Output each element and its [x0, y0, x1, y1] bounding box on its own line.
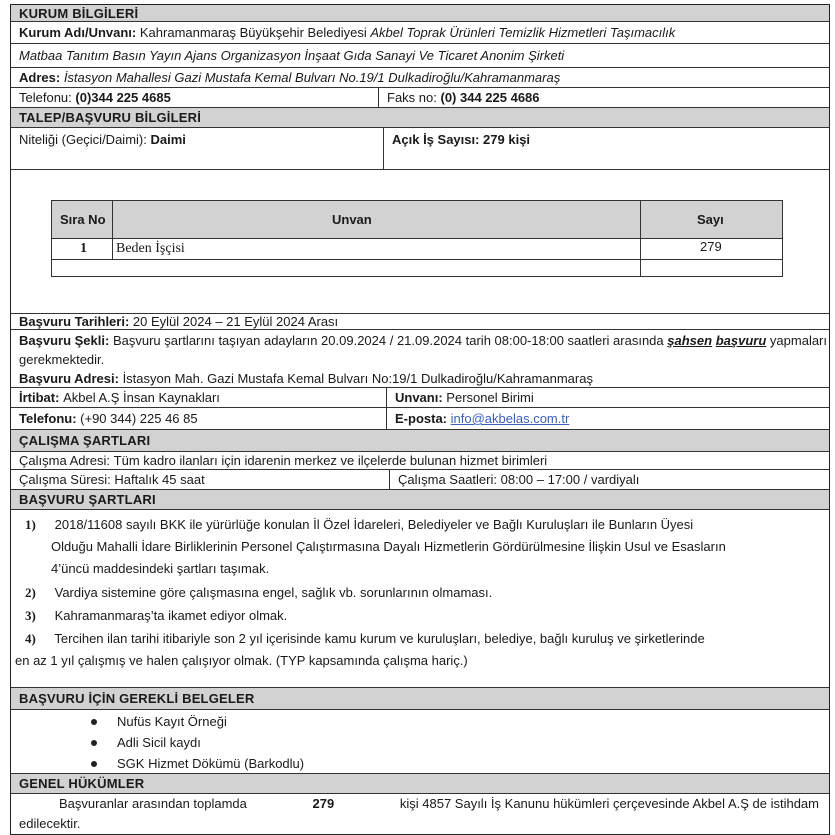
- talep-niteligi-value: Daimi: [150, 132, 186, 147]
- item-text: 4’üncü maddesindeki şartları taşımak.: [51, 561, 270, 576]
- genel-text-a: Başvuranlar arasından toplamda: [59, 796, 247, 811]
- basvuru-irtibat-value: Akbel A.Ş İnsan Kaynakları: [63, 390, 220, 405]
- item-text: Adli Sicil kaydı: [117, 735, 201, 750]
- bullet-icon: [91, 740, 97, 746]
- talep-niteligi-label: Niteliği (Geçici/Daimi):: [19, 132, 147, 147]
- basvuru-adres-row: [11, 370, 829, 388]
- basvuru-telefon-value: (+90 344) 225 46 85: [80, 411, 198, 426]
- belgeler-header: BAŞVURU İÇİN GEREKLİ BELGELER: [19, 691, 255, 706]
- basvuru-irtibat-label: İrtibat:: [19, 390, 60, 405]
- kurum-faks-value: (0) 344 225 4686: [440, 90, 540, 105]
- section-header-genel: [11, 774, 829, 794]
- item-text: Kahramanmaraş’ta ikamet ediyor olmak.: [54, 608, 288, 623]
- kurum-adi-row: [11, 22, 829, 44]
- item-number: 3): [25, 608, 36, 623]
- basvuru-adres-label: Başvuru Adresi:: [19, 371, 119, 386]
- list-item: [15, 628, 819, 672]
- basvuru-telefon-label: Telefonu:: [19, 411, 77, 426]
- kurum-header: KURUM BİLGİLERİ: [19, 5, 139, 21]
- basvuru-unvani-value: Personel Birimi: [446, 390, 534, 405]
- basvuru-unvani-label: Unvanı:: [395, 390, 443, 405]
- kurum-telefon-value: (0)344 225 4685: [75, 90, 171, 105]
- basvuru-adres-value: İstasyon Mah. Gazi Mustafa Kemal Bulvarı No:19/1 Dulkadiroğlu/Kahramanmaraş: [122, 371, 593, 386]
- list-item: [25, 582, 819, 604]
- list-item: [25, 514, 819, 580]
- kurum-adi-line2: [11, 44, 829, 68]
- basvuru-sekli-u1: şahsen: [667, 333, 713, 348]
- talep-acik-cell: [384, 128, 530, 169]
- kurum-adres-value: İstasyon Mahallesi Gazi Mustafa Kemal Bulvarı No.19/1 Dulkadiroğlu/Kahramanmaraş: [63, 70, 561, 85]
- table-container-row: [11, 170, 829, 314]
- item-text: Olduğu Mahalli İdare Birliklerinin Personel Çalıştırmasına Dayalı Hizmetlerin Gördürülmesine İlişkin Usul ve Esasların: [51, 539, 726, 554]
- kurum-adres-row: [11, 68, 829, 88]
- talep-header: TALEP/BAŞVURU BİLGİLERİ: [19, 110, 202, 125]
- calisma-header: ÇALIŞMA ŞARTLARI: [19, 433, 151, 448]
- list-item: [91, 714, 227, 729]
- kurum-adi-value: Kahramanmaraş Büyükşehir Belediyesi: [139, 25, 367, 40]
- basvuru-sekli-tail: yapmaları gerekmektedir.: [19, 333, 827, 367]
- kurum-telefon-label: Telefonu:: [19, 90, 72, 105]
- list-item: [25, 605, 819, 627]
- list-item: [91, 756, 304, 771]
- basvuru-tarih-value: 20 Eylül 2024 – 21 Eylül 2024 Arası: [132, 314, 339, 329]
- calisma-saat-cell: [390, 470, 639, 489]
- basvuru-tarih-row: [11, 314, 829, 330]
- basvuru-telefon-row: [11, 408, 829, 430]
- section-header-talep: [11, 108, 829, 128]
- item-text: Vardiya sistemine göre çalışmasına engel, sağlık vb. sorunlarının olmaması.: [54, 585, 493, 600]
- genel-line2: edilecektir.: [19, 816, 81, 831]
- calisma-saat-label: Çalışma Saatleri:: [398, 472, 497, 487]
- item-number: 2): [25, 585, 36, 600]
- basvuru-sekli-value: Başvuru şartlarını taşıyan adayların 20.09.2024 / 21.09.2024 tarih 08:00-18:00 saatleri arasında: [112, 333, 664, 348]
- basvuru-unvani-cell: [387, 388, 534, 407]
- calisma-adres-row: [11, 452, 829, 470]
- cell-sayi: 279: [700, 238, 722, 254]
- item-text: 2018/11608 sayılı BKK ile yürürlüğe konulan İl Özel İdareleri, Belediyeler ve Bağlı Kuruluşları ile Bunların Üyesi: [54, 517, 694, 532]
- section-header-belgeler: [11, 688, 829, 710]
- basvuru-tarih-label: Başvuru Tarihleri:: [19, 314, 130, 329]
- genel-header: GENEL HÜKÜMLER: [19, 776, 145, 791]
- list-item: [91, 735, 201, 750]
- header-unvan: Unvan: [332, 212, 372, 227]
- kurum-adi-italic: Akbel Toprak Ürünleri Temizlik Hizmetleri Taşımacılık: [370, 25, 676, 40]
- item-text: Tercihen ilan tarihi itibariyle son 2 yıl içerisinde kamu kurum ve kuruluşları, belediye, bağlı kuruluş ve şirketlerinde: [54, 631, 705, 646]
- cell-unvan: Beden İşçisi: [116, 241, 185, 256]
- sartlar-header: BAŞVURU ŞARTLARI: [19, 492, 156, 507]
- document-page: [10, 4, 830, 835]
- email-link[interactable]: info@akbelas.com.tr: [450, 411, 570, 426]
- calisma-sure-label: Çalışma Süresi:: [19, 472, 111, 487]
- belgeler-body: [11, 710, 829, 774]
- kurum-faks-label: Faks no:: [387, 90, 437, 105]
- bullet-icon: [91, 719, 97, 725]
- basvuru-sekli-u2: başvuru: [715, 333, 767, 348]
- item-number: 4): [25, 631, 36, 646]
- kurum-faks-cell: [379, 88, 540, 107]
- item-text: en az 1 yıl çalışmış ve halen çalışıyor olmak. (TYP kapsamında çalışma hariç.): [15, 653, 468, 668]
- basvuru-sekli-label: Başvuru Şekli:: [19, 333, 110, 348]
- section-header-sartlar: [11, 490, 829, 510]
- basvuru-eposta-cell: [387, 408, 569, 429]
- sartlar-body: [11, 510, 829, 688]
- item-text: Nufüs Kayıt Örneği: [117, 714, 227, 729]
- calisma-adres-value: Tüm kadro ilanları için idarenin merkez ve ilçelerde bulunan hizmet birimleri: [113, 453, 548, 468]
- talep-row: [11, 128, 829, 170]
- genel-text-c: kişi 4857 Sayılı İş Kanunu hükümleri çerçevesinde Akbel A.Ş de istihdam: [399, 796, 819, 811]
- bullet-icon: [91, 761, 97, 767]
- section-header-calisma: [11, 430, 829, 452]
- calisma-adres-label: Çalışma Adresi:: [19, 453, 111, 468]
- basvuru-eposta-label: E-posta:: [395, 411, 447, 426]
- section-header-kurum: [11, 4, 829, 22]
- basvuru-sekli-row: [11, 330, 829, 370]
- header-sayi: Sayı: [697, 212, 724, 227]
- genel-body: [11, 794, 829, 835]
- item-text: SGK Hizmet Dökümü (Barkodlu): [117, 756, 305, 771]
- kurum-adi-line2-text: Matbaa Tanıtım Basın Yayın Ajans Organizasyon İnşaat Gıda Sanayi Ve Ticaret Anonim Şirketi: [19, 48, 565, 63]
- calisma-sure-row: [11, 470, 829, 490]
- genel-line1: [19, 794, 829, 814]
- talep-acik-label: Açık İş Sayısı: 279 kişi: [392, 132, 531, 147]
- header-sira: Sıra No: [60, 212, 106, 227]
- calisma-sure-value: Haftalık 45 saat: [114, 472, 205, 487]
- kurum-adi-label: Kurum Adı/Unvanı:: [19, 25, 137, 40]
- item-number: 1): [25, 517, 36, 532]
- kurum-telefon-row: [11, 88, 829, 108]
- genel-count: 279: [312, 796, 335, 811]
- kurum-adres-label: Adres:: [19, 70, 61, 85]
- cell-sira: 1: [80, 241, 87, 256]
- calisma-saat-value: 08:00 – 17:00 / vardiyalı: [500, 472, 640, 487]
- basvuru-irtibat-row: [11, 388, 829, 408]
